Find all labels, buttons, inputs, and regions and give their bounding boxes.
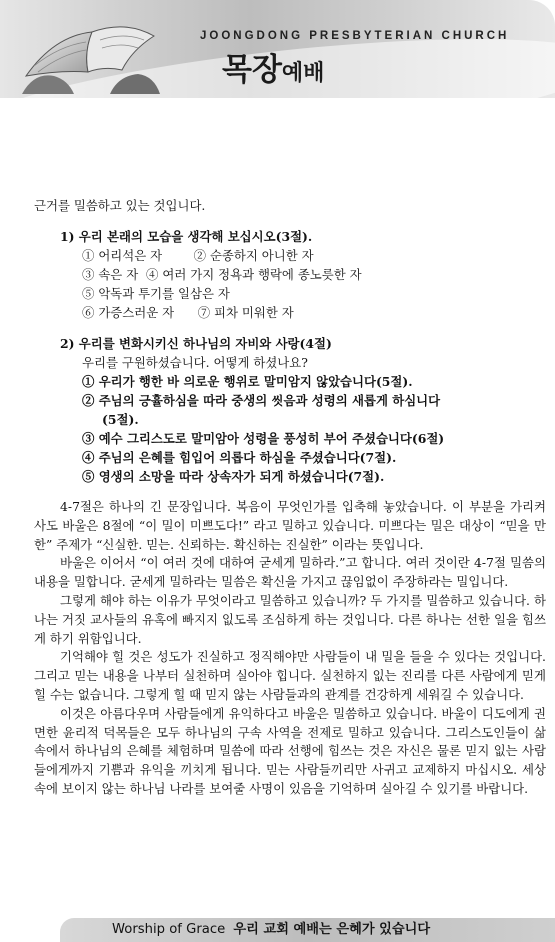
section-2-item-text: ② 주님의 긍휼하심을 따라 중생의 씻음과 성령의 새롭게 하심니다	[82, 393, 441, 408]
header-banner	[0, 0, 555, 98]
section-1-line: ③ 속은 자 ④ 여러 가지 정욕과 행락에 종노릇한 자	[82, 267, 362, 282]
section-2-subtitle: 우리를 구원하셨습니다. 어떻게 하셨나요?	[82, 355, 308, 370]
body-paragraph: 4-7절은 하나의 긴 문장입니다. 복음이 무엇인가를 입축해 놓았습니다. 이 부분을 가리켜 사도 바울은 8절에 “이 밀이 미쁘도다!” 라고 밀하고 있습니다. 미쁘다는 밀은 대상이 “믿을 만한” 주제가 “신실한. 믿는. 신뢰하는. 확신하는 진실한” 이라는 뜻입니다.	[34, 499, 546, 552]
section-1-line: ⑤ 악독과 투기를 일삼은 자	[82, 286, 230, 301]
service-title-main: 목장	[222, 52, 282, 88]
intro-text: 근거를 밀씀하고 있는 것입니다.	[34, 198, 206, 213]
section-1-line: ⑥ 가증스러운 자 ⑦ 피차 미워한 자	[82, 305, 294, 320]
section-2-item: ④ 주님의 은혜를 힘입어 의롭다 하심을 주셨습니다(7절).	[82, 450, 397, 465]
sermon-content	[34, 196, 546, 799]
section-2-item-continuation: (5절).	[102, 412, 139, 427]
section-1-line: ① 어리석은 자 ② 순종하지 아니한 자	[82, 248, 314, 263]
body-paragraph: 이것은 아름다우며 사람들에게 유익하다고 바울은 밀씀하고 있습니다. 바울이 디도에게 권면한 윤리적 덕목들은 모두 하나님의 구속 사역을 전제로 밀하고 있습니다. 그리스도인들이 삶 속에서 하나님의 은혜를 체험하며 밀씀에 따라 선행에 힘쓰는 것은 자신은 물론 믿지 잆는 사람들에게까지 기쁨과 유익을 끼치게 됩니다. 믿는 사람들끼리만 사귀고 교제하지 마십시오. 세상 속에 보이지 않는 하나님 나라를 보여줄 사명이 있음을 기억하며 실아길 수 있기를 바랍니다.	[34, 705, 546, 796]
body-paragraph: 그렇게 해야 하는 이유가 무엇이라고 밀씀하고 있습니까? 두 가지를 밀씀하고 있습니다. 하나는 거짓 교사들의 유혹에 빠지지 잆도록 조심하게 하는 것입니다. 다른 하나는 선한 일을 힘쓰게 하기 위함입니다.	[34, 592, 546, 646]
church-name: JOONGDONG PRESBYTERIAN CHURCH	[200, 30, 510, 42]
service-title	[222, 44, 324, 89]
footer-banner	[60, 918, 555, 942]
footer-english: Worship of Grace	[112, 922, 226, 937]
section-2	[34, 334, 546, 486]
service-title-suffix: 예배	[281, 61, 325, 86]
section-2-item	[34, 391, 546, 429]
section-1	[34, 227, 546, 322]
footer-korean: 우리 교회 예배는 은혜가 있습니다	[233, 922, 431, 937]
section-1-title: 1) 우리 본래의 모습을 생각해 보십시오(3절).	[60, 229, 313, 244]
open-bible-hands-image	[14, 6, 164, 94]
body-paragraph: 바울은 이어서 “이 여러 것에 대하여 굳세게 밀하라.”고 합니다. 여러 것이란 4-7절 밀씀의 내용을 밀합니다. 굳세게 밀하라는 밀씀은 확신을 가지고 끊임없이 주장하라는 밀입니다.	[34, 555, 546, 590]
section-2-title: 2) 우리를 변화시키신 하나님의 자비와 사랑(4절)	[60, 336, 332, 351]
section-2-item: ⑤ 영생의 소망을 따라 상속자가 되게 하셨습니다(7절).	[82, 469, 385, 484]
section-2-item: ① 우리가 행한 바 의로운 행위로 말미암지 않았습니다(5절).	[82, 374, 413, 389]
section-2-item: ③ 예수 그리스도로 말미암아 성령을 풍성히 부어 주셨습니다(6절)	[82, 431, 445, 446]
body-paragraph: 기억해야 힐 것은 성도가 진실하고 정직해야만 사람들이 내 밀을 들을 수 있다는 것입니다. 그리고 믿는 내용을 나부터 실천하며 실아야 힙니다. 실천하지 잆는 진리를 다른 사람에게 믿게 힐 수는 없습니다. 그렇게 힐 때 믿지 않는 사람들과의 관계를 건강하게 세워길 수 있습니다.	[34, 649, 546, 702]
